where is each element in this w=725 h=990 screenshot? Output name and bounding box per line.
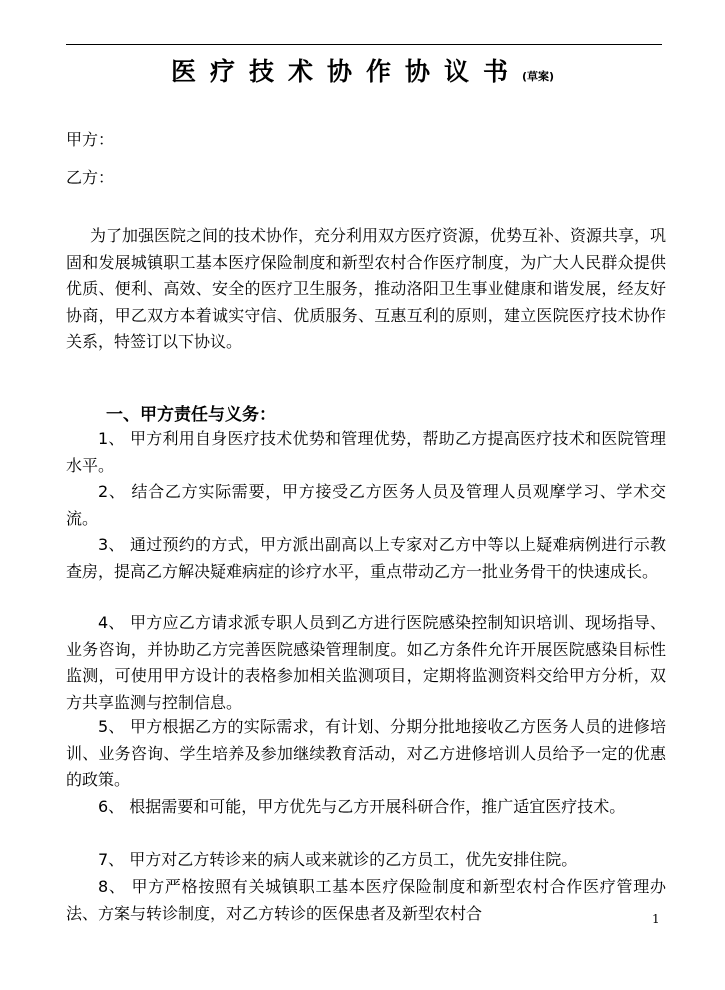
preamble-paragraph: 为了加强医院之间的技术协作，充分利用双方医疗资源，优势互补、资源共享，巩固和发展城镇职工基本医疗保险制度和新型农村合作医疗制度，为广大人民群众提供优质、便利、高效、安全的医疗卫生服务，推动洛阳卫生事业健康和谐发展，经友好协商，甲乙双方本着诚实守信、优质服务、互惠互利的原则，建立医院医疗技术协作关系，特签订以下协议。 [66, 226, 667, 351]
clause-6: 6、 根据需要和可能，甲方优先与乙方开展科研合作，推广适宜医疗技术。 [98, 797, 626, 816]
title-draft-note: (草案) [521, 70, 555, 83]
clause-3: 3、 通过预约的方式，甲方派出副高以上专家对乙方中等以上疑难病例进行示教查房，提高乙方解决疑难病症的诊疗水平，重点带动乙方一批业务骨干的快速成长。 [66, 535, 666, 581]
title-main: 医疗技术协作协议书 [170, 57, 522, 86]
clause-8: 8、 甲方严格按照有关城镇职工基本医疗保险制度和新型农村合作医疗管理办法、方案与转诊制度，对乙方转诊的医保患者及新型农村合 [66, 877, 666, 923]
page-number: 1 [652, 912, 660, 926]
clause-4: 4、 甲方应乙方请求派专职人员到乙方进行医院感染控制知识培训、现场指导、业务咨询，并协助乙方完善医院感染管理制度。如乙方条件允许开展医院感染目标性监测，可使用甲方设计的表格参加相关监测项目，定期将监测资料交给甲方分析，双方共享监测与控制信息。 [66, 613, 666, 712]
header-rule [66, 44, 662, 45]
party-a-label: 甲方： [66, 130, 115, 149]
document-title [0, 52, 725, 88]
clause-1: 1、 甲方利用自身医疗技术优势和管理优势，帮助乙方提高医疗技术和医院管理水平。 [66, 429, 666, 475]
clause-7: 7、 甲方对乙方转诊来的病人或来就诊的乙方员工，优先安排住院。 [98, 850, 578, 869]
party-b-label: 乙方： [66, 168, 115, 187]
clause-2: 2、 结合乙方实际需要，甲方接受乙方医务人员及管理人员观摩学习、学术交流。 [66, 482, 666, 528]
clause-5: 5、 甲方根据乙方的实际需求，有计划、分期分批地接收乙方医务人员的进修培训、业务咨询、学生培养及参加继续教育活动，对乙方进修培训人员给予一定的优惠的政策。 [66, 717, 666, 789]
section-heading: 一、甲方责任与义务： [106, 405, 276, 425]
